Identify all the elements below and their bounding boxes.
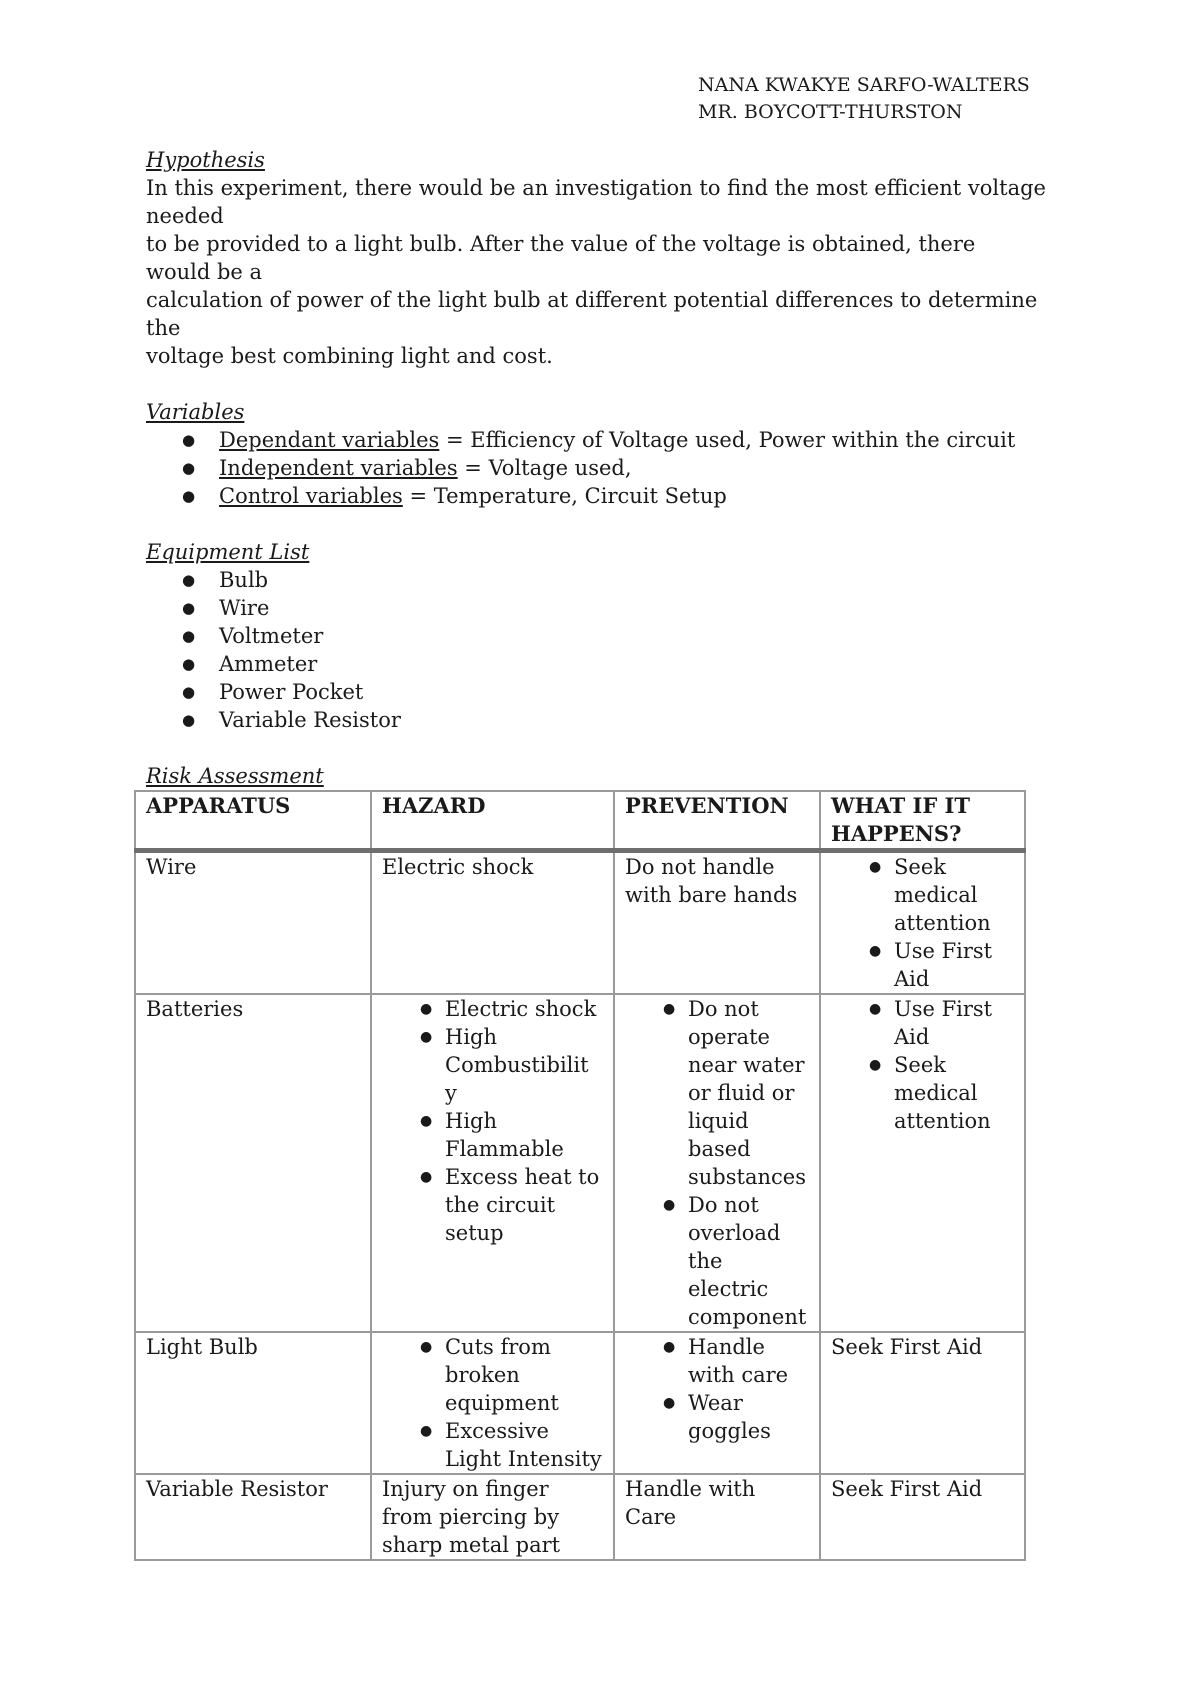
prevention-list bbox=[615, 995, 809, 1331]
prevention-list bbox=[615, 1333, 809, 1445]
list-item: ● Do not operate near water or fluid or liquid based substances bbox=[615, 995, 809, 1191]
equipment-list bbox=[146, 566, 1046, 734]
list-item: ● Use First Aid bbox=[821, 937, 1014, 993]
apparatus-cell: Light Bulb bbox=[135, 1332, 371, 1474]
variables-list bbox=[146, 426, 1046, 510]
hypothesis-heading: Hypothesis bbox=[146, 148, 265, 172]
apparatus-cell: Wire bbox=[135, 851, 371, 995]
list-item: ● Handle with care bbox=[615, 1333, 809, 1389]
hazard-cell: Injury on finger from piercing by sharp metal part bbox=[371, 1474, 614, 1560]
variable-value: = Voltage used, bbox=[457, 456, 632, 480]
prevention-cell: Handle with Care bbox=[614, 1474, 820, 1560]
action-list bbox=[821, 995, 1014, 1135]
action-cell: Seek First Aid bbox=[820, 1332, 1025, 1474]
variable-value: = Temperature, Circuit Setup bbox=[402, 484, 727, 508]
variable-item-independent bbox=[146, 454, 1046, 482]
action-list bbox=[821, 853, 1014, 993]
table-header-row bbox=[135, 791, 1025, 851]
variable-label: Independent variables bbox=[219, 456, 458, 480]
prevention-cell bbox=[614, 1332, 820, 1474]
apparatus-cell: Batteries bbox=[135, 994, 371, 1332]
teacher-name: MR. BOYCOTT-THURSTON bbox=[698, 101, 963, 123]
equipment-item: ● Ammeter bbox=[146, 650, 1046, 678]
document-body bbox=[146, 146, 1046, 1561]
variable-item-dependant bbox=[146, 426, 1046, 454]
hazard-cell bbox=[371, 1332, 614, 1474]
equipment-item: ● Wire bbox=[146, 594, 1046, 622]
equipment-item: ● Power Pocket bbox=[146, 678, 1046, 706]
list-item: ● Cuts from broken equipment bbox=[372, 1333, 603, 1417]
list-item: ● Use First Aid bbox=[821, 995, 1014, 1051]
action-cell bbox=[820, 851, 1025, 995]
list-item: ● Wear goggles bbox=[615, 1389, 809, 1445]
list-item: ● High Flammable bbox=[372, 1107, 603, 1163]
list-item: ● High Combustibilit y bbox=[372, 1023, 603, 1107]
list-item: ● Electric shock bbox=[372, 995, 603, 1023]
column-header-what-if: WHAT IF IT HAPPENS? bbox=[820, 791, 1025, 851]
table-row-batteries bbox=[135, 994, 1025, 1332]
equipment-heading: Equipment List bbox=[146, 540, 310, 564]
hypothesis-line: calculation of power of the light bulb at different potential differences to determine the bbox=[146, 288, 1038, 340]
list-item: ● Seek medical attention bbox=[821, 1051, 1014, 1135]
variables-heading: Variables bbox=[146, 400, 245, 424]
variable-item-control bbox=[146, 482, 1046, 510]
equipment-item: ● Bulb bbox=[146, 566, 1046, 594]
hazard-list bbox=[372, 995, 603, 1247]
table-row-variable-resistor bbox=[135, 1474, 1025, 1560]
hazard-list bbox=[372, 1333, 603, 1473]
prevention-cell bbox=[614, 994, 820, 1332]
equipment-item: ● Voltmeter bbox=[146, 622, 1046, 650]
column-header-apparatus: APPARATUS bbox=[135, 791, 371, 851]
hypothesis-line: voltage best combining light and cost. bbox=[146, 344, 553, 368]
list-item: ● Excessive Light Intensity bbox=[372, 1417, 603, 1473]
action-cell bbox=[820, 994, 1025, 1332]
hypothesis-line: In this experiment, there would be an investigation to find the most efficient voltage needed bbox=[146, 176, 1046, 228]
author-block bbox=[698, 72, 1030, 126]
hypothesis-line: to be provided to a light bulb. After the value of the voltage is obtained, there would be a bbox=[146, 232, 976, 284]
column-header-hazard: HAZARD bbox=[371, 791, 614, 851]
equipment-item: ● Variable Resistor bbox=[146, 706, 1046, 734]
list-item: ● Excess heat to the circuit setup bbox=[372, 1163, 603, 1247]
table-row-light-bulb bbox=[135, 1332, 1025, 1474]
apparatus-cell: Variable Resistor bbox=[135, 1474, 371, 1560]
hazard-cell bbox=[371, 994, 614, 1332]
variable-value: = Efficiency of Voltage used, Power within the circuit bbox=[439, 428, 1016, 452]
list-item: ● Seek medical attention bbox=[821, 853, 1014, 937]
hypothesis-paragraph bbox=[146, 174, 1046, 370]
action-cell: Seek First Aid bbox=[820, 1474, 1025, 1560]
table-row-wire bbox=[135, 851, 1025, 995]
hazard-cell: Electric shock bbox=[371, 851, 614, 995]
variable-label: Control variables bbox=[219, 484, 403, 508]
list-item: ● Do not overload the electric component bbox=[615, 1191, 809, 1331]
student-name: NANA KWAKYE SARFO-WALTERS bbox=[698, 74, 1030, 96]
column-header-prevention: PREVENTION bbox=[614, 791, 820, 851]
prevention-cell: Do not handle with bare hands bbox=[614, 851, 820, 995]
variable-label: Dependant variables bbox=[219, 428, 440, 452]
risk-assessment-heading: Risk Assessment bbox=[146, 764, 324, 788]
risk-assessment-table bbox=[134, 790, 1026, 1561]
